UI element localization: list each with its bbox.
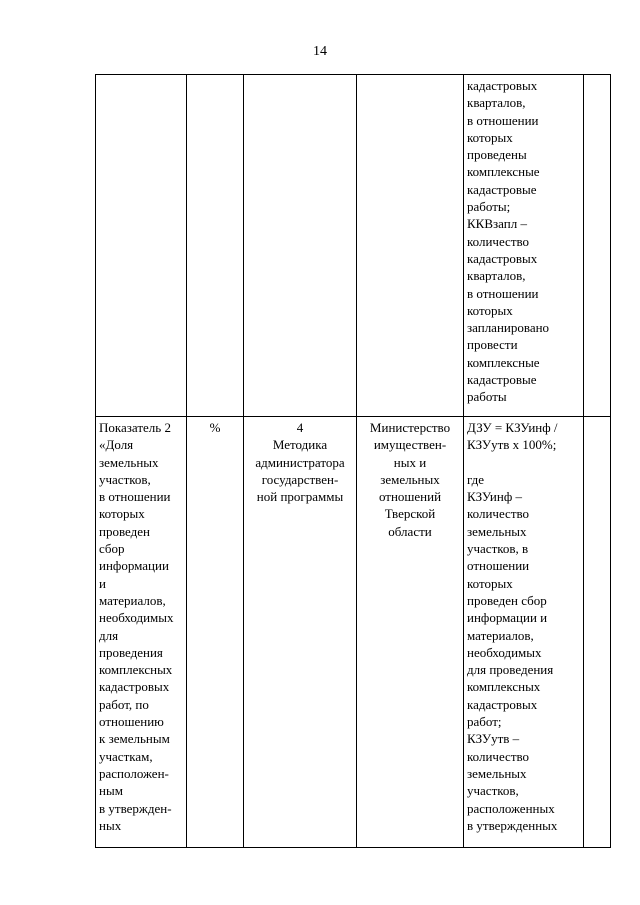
cell-line: 4 <box>296 420 304 435</box>
cell-line: сбор <box>99 541 125 557</box>
cell-line: проведены <box>467 147 527 163</box>
table-row <box>96 75 611 417</box>
cell-line: комплексные <box>467 354 540 370</box>
cell-line: комплексные <box>467 164 540 180</box>
cell-line: имуществен- <box>373 437 447 453</box>
unit-cell <box>187 417 244 848</box>
cell-line: КЗУутв х 100%; <box>467 437 557 453</box>
cell-line: Показатель 2 <box>99 420 171 435</box>
cell-line: ДЗУ = КЗУинф / <box>467 420 558 435</box>
page-number: 14 <box>313 44 327 59</box>
cell-line: работ, по <box>99 696 149 712</box>
cell-line: провести <box>467 337 518 353</box>
cell-line: отношению <box>99 714 164 730</box>
cell-line: земельных <box>380 471 440 487</box>
cell-line: области <box>388 523 432 539</box>
cell-line: проведения <box>99 644 163 660</box>
cell-line: отношении <box>467 558 530 574</box>
cell-line: работы <box>467 389 507 405</box>
cell-line: в отношении <box>467 285 539 301</box>
cell-line: которых <box>99 506 145 522</box>
unit-cell <box>187 75 244 417</box>
cell-line: расположенных <box>467 800 555 816</box>
cell-line: Тверской <box>384 506 436 522</box>
cell-line: работы; <box>467 199 511 215</box>
cell-line: и <box>99 575 106 591</box>
cell-line: для <box>99 627 119 643</box>
cell-line: КЗУинф – <box>467 489 523 505</box>
formula-cell <box>464 75 584 417</box>
cell-line: количество <box>467 506 530 522</box>
cell-line: Министерство <box>369 420 451 435</box>
cell-line: в отношении <box>467 112 539 128</box>
unit-text: % <box>209 420 221 435</box>
cell-line: участков, <box>99 471 151 487</box>
cell-line: необходимых <box>99 610 174 626</box>
cell-line: количество <box>467 233 530 249</box>
cell-line: КЗУутв – <box>467 731 520 747</box>
cell-line: ных <box>99 817 122 833</box>
cell-line: земельных <box>467 765 527 781</box>
cell-line: необходимых <box>467 644 542 660</box>
formula-cell <box>464 417 584 848</box>
cell-line: отношений <box>378 489 442 505</box>
cell-line: кадастровых <box>99 679 170 695</box>
cell-line: земельных <box>467 523 527 539</box>
cell-line: в утвержденных <box>467 817 558 833</box>
cell-line: которых <box>467 575 513 591</box>
cell-line: ной программы <box>256 489 344 505</box>
cell-line: кадастровых <box>467 696 538 712</box>
cell-line: расположен- <box>99 765 169 781</box>
cell-line: участков, <box>467 783 519 799</box>
cell-line: комплексных <box>467 679 541 695</box>
cell-line: кварталов, <box>467 95 526 111</box>
method-cell <box>244 75 357 417</box>
responsible-cell <box>357 417 464 848</box>
cell-line: в отношении <box>99 489 171 505</box>
cell-line: которых <box>467 302 513 318</box>
cell-line: информации и <box>467 610 548 626</box>
cell-line <box>467 454 580 471</box>
cell-line: кварталов, <box>467 268 526 284</box>
indicator-cell <box>96 75 187 417</box>
cell-line: кадастровых <box>467 78 538 93</box>
cell-line: «Доля <box>99 437 134 453</box>
cell-line: к земельным <box>99 731 170 747</box>
cell-line: где <box>467 471 485 487</box>
cell-line: информации <box>99 558 169 574</box>
cell-line: кадастровых <box>467 250 538 266</box>
cell-line: участкам, <box>99 748 153 764</box>
indicators-table <box>95 74 611 848</box>
cell-line: материалов, <box>467 627 534 643</box>
cell-line: участков, в <box>467 541 529 557</box>
indicator-cell <box>96 417 187 848</box>
cell-line: государствен- <box>261 471 339 487</box>
cell-line: Методика <box>272 437 328 453</box>
cell-line: в утвержден- <box>99 800 172 816</box>
cell-line: кадастровые <box>467 181 537 197</box>
cell-line: запланировано <box>467 320 550 336</box>
extra-cell <box>584 417 611 848</box>
cell-line: администратора <box>255 454 345 470</box>
cell-line: проведен <box>99 523 150 539</box>
cell-line: ным <box>99 783 123 799</box>
method-cell <box>244 417 357 848</box>
cell-line: количество <box>467 748 530 764</box>
cell-line: которых <box>467 129 513 145</box>
cell-line: проведен сбор <box>467 592 547 608</box>
table-row <box>96 417 611 848</box>
cell-line: для проведения <box>467 662 554 678</box>
cell-line: ных и <box>393 454 427 470</box>
cell-line: работ; <box>467 714 502 730</box>
extra-cell <box>584 75 611 417</box>
cell-line: комплексных <box>99 662 173 678</box>
cell-line: кадастровые <box>467 372 537 388</box>
cell-line: земельных <box>99 454 159 470</box>
responsible-cell <box>357 75 464 417</box>
cell-line: материалов, <box>99 592 166 608</box>
cell-line: ККВзапл – <box>467 216 527 232</box>
